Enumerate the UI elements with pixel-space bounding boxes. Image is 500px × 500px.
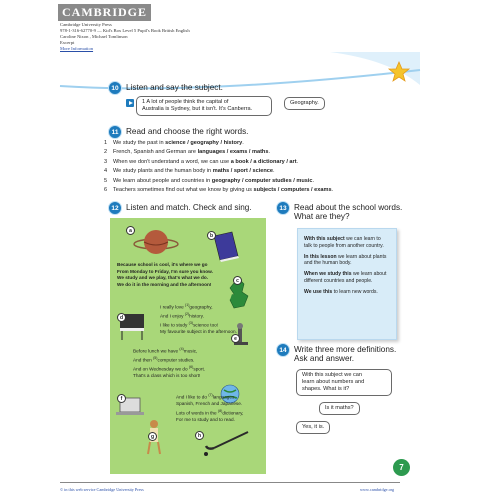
choice-row xyxy=(104,140,244,146)
heading-line: What are they? xyxy=(294,212,350,221)
speech-bubble-question xyxy=(296,369,392,396)
song-chorus xyxy=(117,262,213,288)
song-line: Lots of words in the $^{(8)}$dictionary, xyxy=(176,408,244,416)
row-number: 1 xyxy=(104,140,108,146)
excerpt-label: Excerpt xyxy=(60,40,75,45)
row-choices[interactable]: maths / sport / science xyxy=(212,168,274,175)
song-line: That's a class which is too short! xyxy=(133,373,201,379)
row-choices[interactable]: a book / a dictionary / art xyxy=(230,158,297,165)
exercise-number: 11 xyxy=(108,125,122,139)
choice-row xyxy=(104,149,270,155)
book-icon xyxy=(214,232,239,262)
listening-sentence xyxy=(136,96,272,116)
planet-icon xyxy=(134,230,178,254)
publisher-name: Cambridge University Press xyxy=(60,22,112,27)
row-end: . xyxy=(242,140,244,146)
song-verse-3 xyxy=(176,392,243,424)
exercise-number: 14 xyxy=(276,343,290,357)
speech-bubble-guess: Is it maths? xyxy=(319,402,360,415)
song-verse-1 xyxy=(160,302,237,336)
definition-4: We use this to learn new words. xyxy=(304,288,378,295)
song-line: Before lunch we have $^{(4)}$music, xyxy=(133,347,198,354)
song-line: We do it in the morning and the afternoon! xyxy=(117,281,212,287)
song-line: Because school is cool, it's where we go xyxy=(117,262,208,267)
row-end: . xyxy=(331,187,334,193)
row-number: 6 xyxy=(104,187,108,193)
song-line: From Monday to Friday, I'm sure you know. xyxy=(117,268,213,274)
exercise-11-heading: Read and choose the right words. xyxy=(126,127,249,136)
row-choices[interactable]: science / geography / history xyxy=(165,140,243,146)
star-icon xyxy=(389,62,409,81)
more-information-link[interactable]: More Information xyxy=(60,46,94,51)
row-number: 3 xyxy=(104,158,108,165)
song-line: Spanish, French and Japanese. xyxy=(176,401,243,407)
choice-row xyxy=(104,168,275,174)
bubble-line: With this subject we can xyxy=(302,372,363,378)
row-text: We study plants and the human body in xyxy=(113,168,213,175)
definition-3: When we study this we learn about different countries and people. xyxy=(304,271,387,284)
song-line: We study and we play, that's what we do. xyxy=(117,275,209,281)
heading-line: Read about the school words. xyxy=(294,203,403,212)
website-link[interactable]: www.cambridge.org xyxy=(360,487,395,492)
match-letter-e: e xyxy=(231,334,240,343)
sentence-line: Australia is Sydney, but it isn't. It's Canberra. xyxy=(142,106,253,112)
heading-line: Write three more definitions. xyxy=(294,345,397,354)
match-letter-b: b xyxy=(207,231,216,240)
row-end: . xyxy=(273,168,275,175)
row-end: . xyxy=(312,177,315,184)
song-line: And I like to do $^{(7)}$languages, xyxy=(176,393,236,400)
row-end: . xyxy=(268,149,271,156)
song-line: I really love $^{(1)}$geography, xyxy=(160,303,213,310)
song-line: I like to study $^{(3)}$science too! xyxy=(160,321,219,328)
row-text: We learn about people and countries in xyxy=(113,177,212,184)
exercise-14-heading xyxy=(294,345,396,363)
answer-bubble: Geography. xyxy=(284,97,325,110)
choice-row xyxy=(104,159,298,165)
match-letter-d: d xyxy=(117,313,126,322)
choice-row xyxy=(104,187,333,193)
row-choices[interactable]: geography / computer studies / music xyxy=(211,177,313,184)
exercise-number: 10 xyxy=(108,81,122,95)
definitions-box xyxy=(297,228,397,340)
row-text: We study the past in xyxy=(113,140,166,146)
row-end: . xyxy=(296,158,299,165)
exercise-12-heading: Listen and match. Check and sing. xyxy=(126,203,252,212)
bubble-line: learn about numbers and xyxy=(302,379,365,385)
song-line: And on Wednesday we do $^{(6)}$sport. xyxy=(133,365,206,372)
row-number: 5 xyxy=(104,177,108,184)
song-line: And I enjoy $^{(2)}$history. xyxy=(160,312,204,319)
bubble-line: shapes. What is it? xyxy=(302,386,350,392)
heading-line: Ask and answer. xyxy=(294,354,355,363)
book-title: 978-1-316-62770-9 — Kid's Box Level 5 Pupil's Book British English xyxy=(60,28,190,33)
match-letter-h: h xyxy=(195,431,204,440)
authors: Caroline Nixon , Michael Tomlinson xyxy=(60,34,128,39)
row-number: 4 xyxy=(104,168,108,175)
row-number: 2 xyxy=(104,149,108,156)
song-line: And then $^{(5)}$computer studies. xyxy=(133,356,195,363)
row-text: French, Spanish and German are xyxy=(113,149,198,156)
exercise-number: 13 xyxy=(276,201,290,215)
definition-2: In this lesson we learn about plants and the human body. xyxy=(304,253,387,267)
footer-divider xyxy=(60,482,400,483)
song-verse-2 xyxy=(133,346,205,380)
row-choices[interactable]: languages / exams / maths xyxy=(197,149,269,156)
row-text: Teachers sometimes find out what we know by giving us xyxy=(113,187,254,193)
match-letter-c: c xyxy=(233,276,242,285)
row-text: When we don't understand a word, we can use xyxy=(113,158,231,165)
song-line: My favourite subject in the afternoon. xyxy=(160,329,237,335)
exercise-number: 12 xyxy=(108,201,122,215)
copyright-link[interactable]: © in this web service Cambridge University Press xyxy=(60,487,144,492)
row-choices[interactable]: subjects / computers / exams xyxy=(253,187,332,193)
hockey-stick-icon xyxy=(204,432,248,456)
choice-row xyxy=(104,178,314,184)
speech-bubble-answer: Yes, it is. xyxy=(296,421,330,434)
definition-1: With this subject we can learn to talk to people from another country. xyxy=(304,236,384,249)
match-letter-f: f xyxy=(117,394,126,403)
match-letter-g: g xyxy=(148,432,157,441)
audio-play-icon[interactable] xyxy=(126,99,134,107)
sentence-line: 1 A lot of people think the capital of xyxy=(142,99,229,105)
exercise-13-heading xyxy=(294,203,402,221)
page-number: 7 xyxy=(393,459,410,476)
publisher-logo: CAMBRIDGE xyxy=(58,4,151,21)
exercise-10-heading: Listen and say the subject. xyxy=(126,83,223,92)
song-line: For me to study and to read. xyxy=(176,416,235,422)
match-letter-a: a xyxy=(126,226,135,235)
